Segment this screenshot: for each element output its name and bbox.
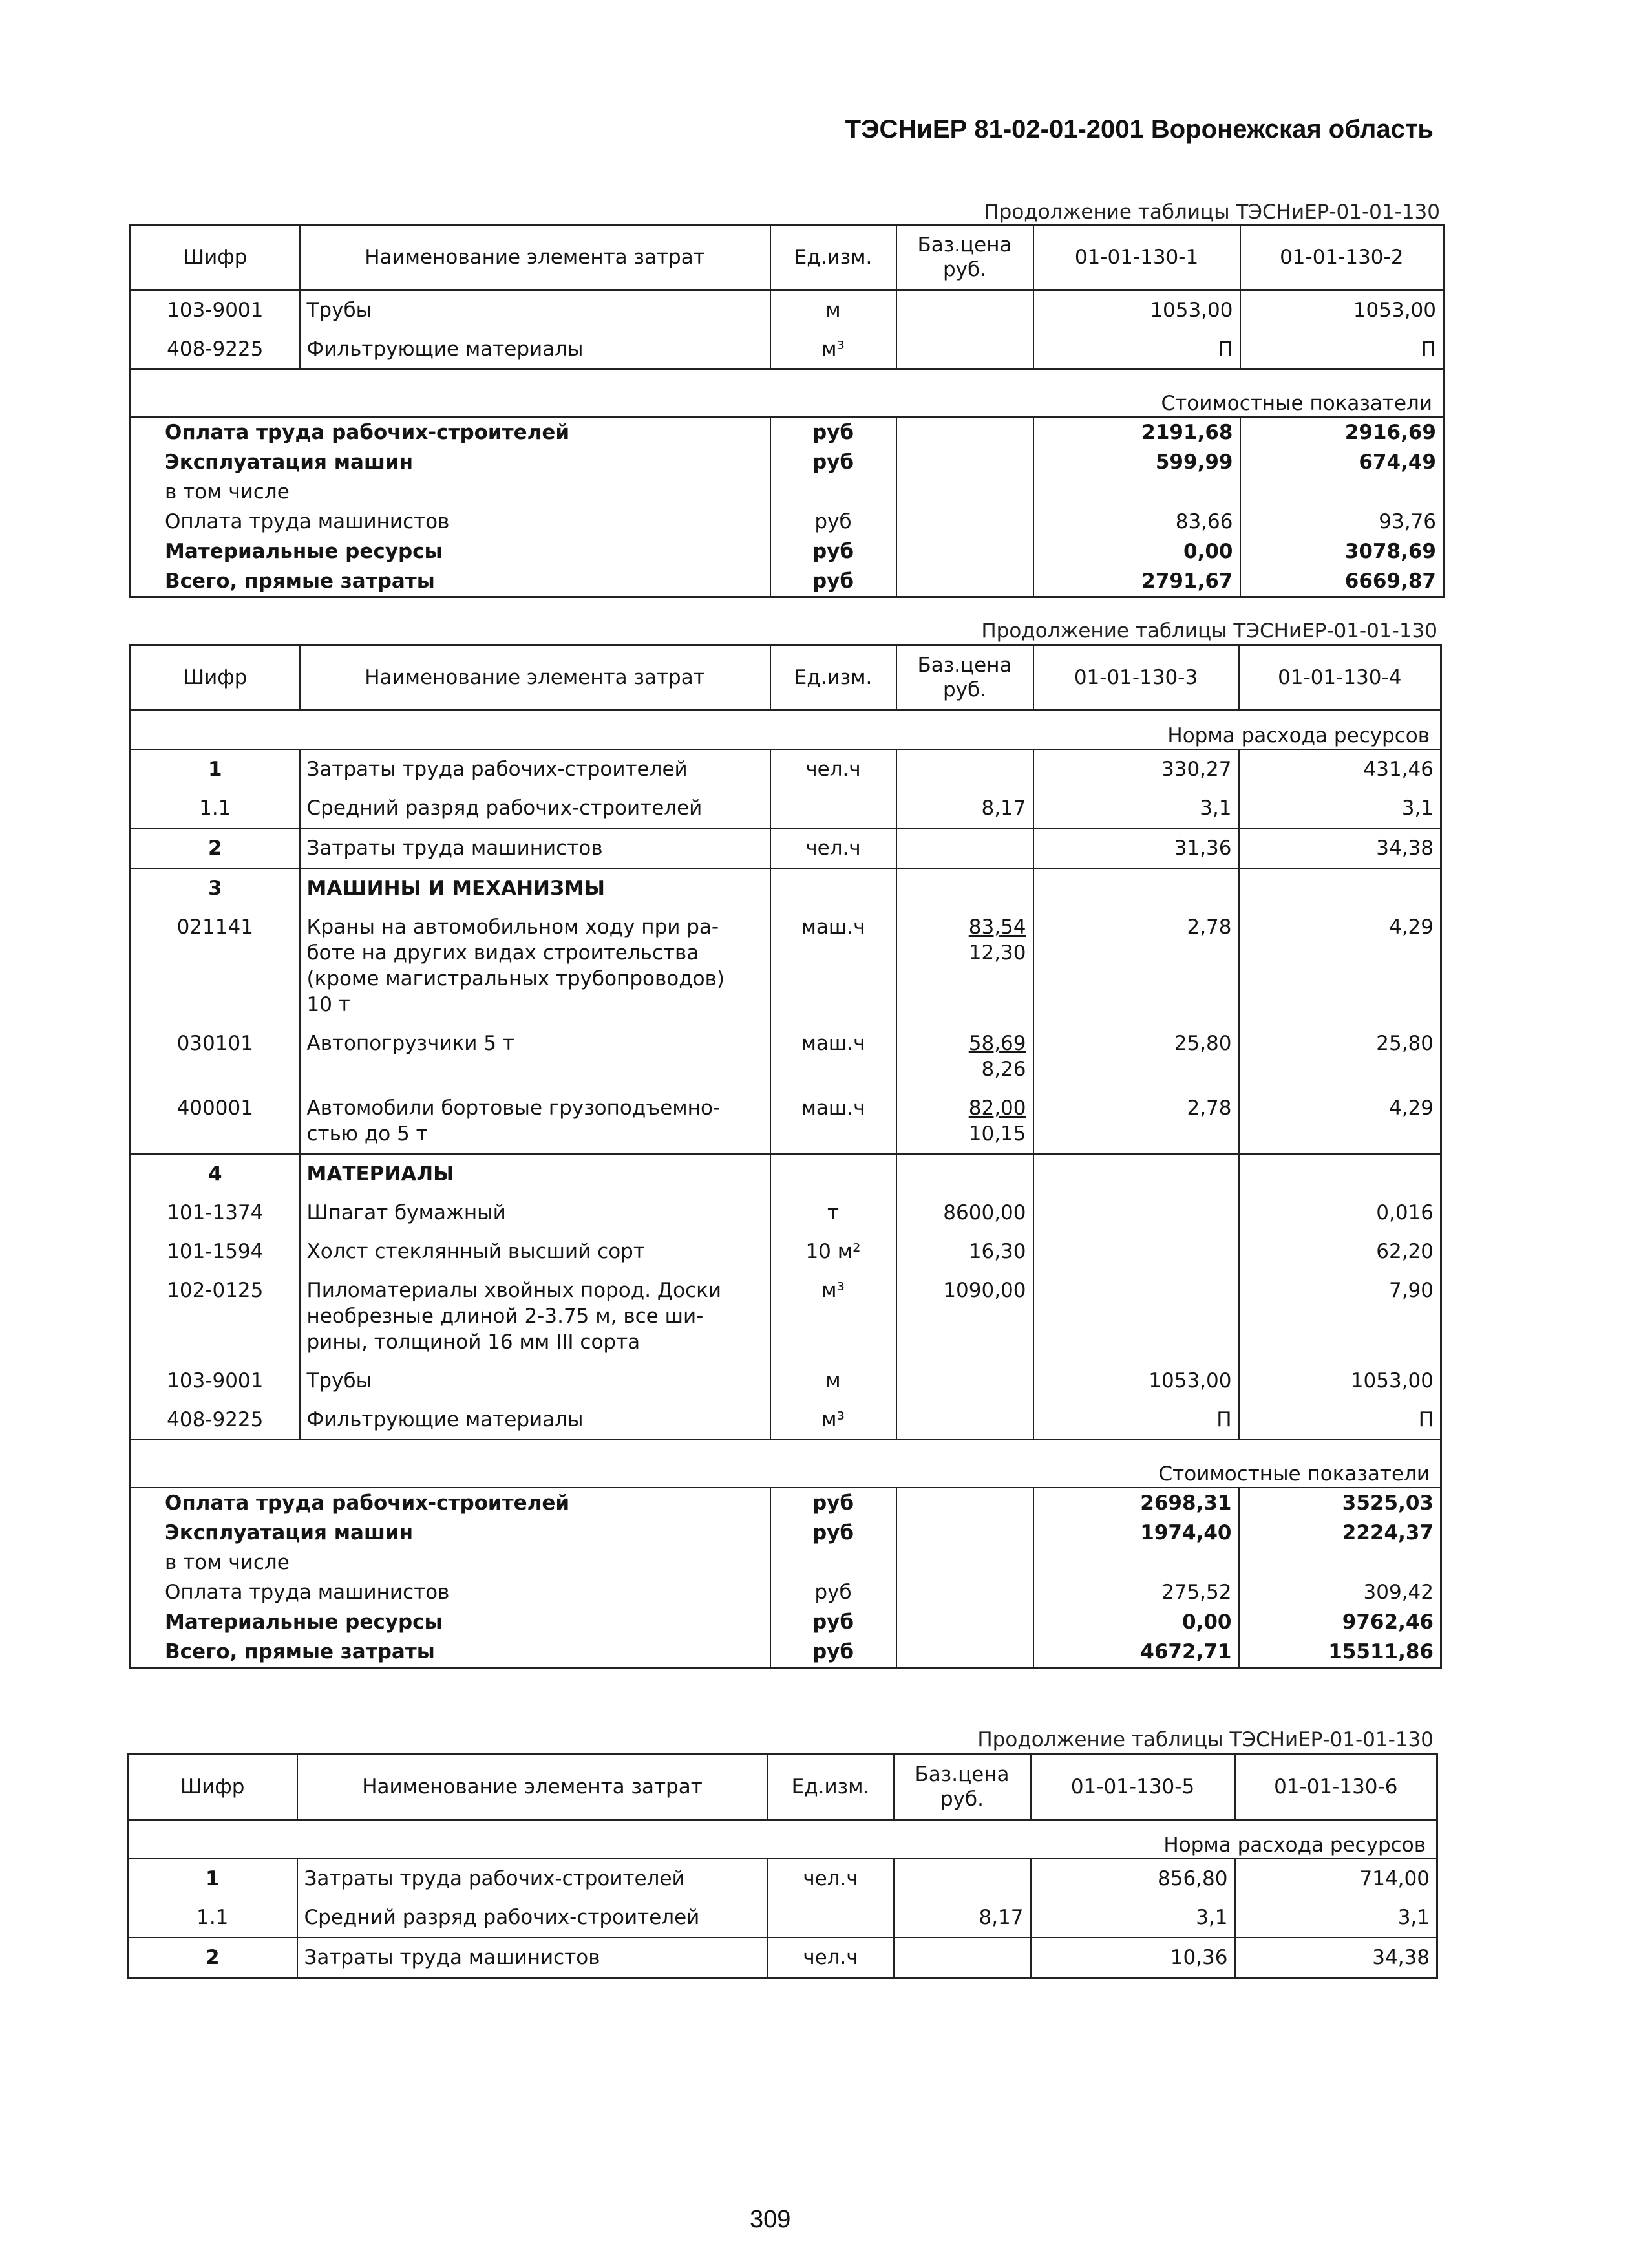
cost-label: Оплата труда машинистов	[131, 507, 770, 537]
cost-price-empty	[896, 507, 1033, 537]
cost-row	[131, 447, 1444, 477]
cost-value-variant-a: 599,99	[1033, 447, 1240, 477]
table-row	[131, 1362, 1441, 1400]
section-label-cost: Стоимостные показатели	[131, 1440, 1441, 1488]
resource-name: Автомобили бортовые грузоподъемно- стью до 5 т	[300, 1089, 770, 1154]
column-header-variant-a: 01-01-130-1	[1033, 225, 1240, 290]
resource-price: 1090,00	[896, 1271, 1033, 1362]
cost-value-variant-b: 2916,69	[1344, 421, 1436, 444]
cost-value-variant-a	[1033, 477, 1240, 507]
value-variant-a: П	[1033, 330, 1240, 369]
cost-label: Материальные ресурсы	[131, 537, 770, 566]
cost-value-variant-b: 9762,46	[1342, 1610, 1434, 1634]
resource-code: 101-1374	[131, 1193, 300, 1232]
cost-row	[131, 1637, 1441, 1668]
value-variant-a: 1053,00	[1033, 290, 1240, 330]
resource-name: Затраты труда рабочих-строителей	[300, 749, 770, 789]
resource-price	[894, 1859, 1031, 1898]
value-variant-a: 2,78	[1033, 908, 1239, 1024]
resource-code: 408-9225	[131, 330, 300, 369]
cost-price-empty	[896, 1607, 1033, 1637]
resource-code: 1	[128, 1859, 297, 1898]
resource-name: Пиломатериалы хвойных пород. Доски необрезные длиной 2-3.75 м, все ши- рины, толщиной 16 мм III сорта	[300, 1271, 770, 1362]
cost-row	[131, 477, 1444, 507]
value-variant-a	[1033, 1232, 1239, 1271]
resource-code: 021141	[131, 908, 300, 1024]
value-variant-a: 2,78	[1033, 1089, 1239, 1154]
cost-value-variant-b	[1240, 477, 1444, 507]
cost-unit: руб	[770, 447, 896, 477]
cost-unit: руб	[770, 1577, 896, 1607]
cost-value-variant-b: 3078,69	[1344, 540, 1436, 563]
value-variant-a	[1033, 868, 1239, 908]
table-row	[131, 1232, 1441, 1271]
column-header-unit: Ед.изм.	[770, 225, 896, 290]
resource-unit	[770, 789, 896, 828]
table-row	[131, 1271, 1441, 1362]
column-header-variant-b: 01-01-130-6	[1235, 1755, 1437, 1820]
table-3-caption: Продолжение таблицы ТЭСНиЕР-01-01-130	[977, 1728, 1434, 1751]
resource-code: 408-9225	[131, 1400, 300, 1440]
resource-price	[894, 1938, 1031, 1978]
value-variant-a: 3,1	[1031, 1898, 1235, 1938]
cost-label: Всего, прямые затраты	[131, 566, 770, 597]
table-2-resource-rows	[131, 749, 1441, 1440]
column-header-price: Баз.цена руб.	[894, 1755, 1031, 1820]
value-variant-b: 714,00	[1359, 1867, 1430, 1890]
value-variant-b: П	[1421, 337, 1436, 361]
cost-price-empty	[896, 1548, 1033, 1577]
resource-name: МАШИНЫ И МЕХАНИЗМЫ	[300, 868, 770, 908]
value-variant-b	[1239, 1154, 1441, 1193]
value-variant-b: 4,29	[1388, 915, 1434, 939]
resource-name: Фильтрующие материалы	[300, 330, 770, 369]
cost-row	[131, 566, 1444, 597]
value-variant-b: 25,80	[1376, 1032, 1434, 1055]
resource-code: 103-9001	[131, 290, 300, 330]
resource-name: Трубы	[300, 1362, 770, 1400]
resource-price: 83,54 12,30	[896, 908, 1033, 1024]
cost-price-empty	[896, 1577, 1033, 1607]
cost-price-empty	[896, 447, 1033, 477]
cost-label: Материальные ресурсы	[131, 1607, 770, 1637]
cost-value-variant-b: 6669,87	[1344, 570, 1436, 593]
value-variant-a: 31,36	[1033, 828, 1239, 868]
resource-price: 8,17	[894, 1898, 1031, 1938]
section-label-norm: Норма расхода ресурсов	[131, 710, 1441, 750]
cost-price-empty	[896, 477, 1033, 507]
cost-row	[131, 537, 1444, 566]
cost-unit: руб	[770, 1518, 896, 1548]
resource-code: 101-1594	[131, 1232, 300, 1271]
resource-price	[896, 828, 1033, 868]
cost-label: в том числе	[131, 477, 770, 507]
table-1-resource-rows	[131, 290, 1444, 370]
table-row	[131, 1193, 1441, 1232]
cost-value-variant-a: 0,00	[1033, 1607, 1239, 1637]
cost-unit	[770, 1548, 896, 1577]
table-row	[131, 868, 1441, 908]
value-variant-a: 3,1	[1033, 789, 1239, 828]
resource-price	[896, 749, 1033, 789]
resource-code: 1	[131, 749, 300, 789]
cost-unit: руб	[770, 1607, 896, 1637]
cost-price-empty	[896, 417, 1033, 447]
resource-unit: м³	[770, 1271, 896, 1362]
resource-table-2	[129, 644, 1442, 1669]
resource-unit: чел.ч	[770, 749, 896, 789]
cost-value-variant-b	[1239, 1548, 1441, 1577]
table-row	[131, 1024, 1441, 1089]
column-header-code: Шифр	[131, 645, 300, 710]
resource-name: Затраты труда машинистов	[297, 1938, 768, 1978]
cost-value-variant-a: 2791,67	[1033, 566, 1240, 597]
cost-value-variant-a: 4672,71	[1033, 1637, 1239, 1668]
cost-value-variant-b: 674,49	[1359, 451, 1436, 474]
cost-unit: руб	[770, 507, 896, 537]
column-header-unit: Ед.изм.	[770, 645, 896, 710]
resource-name: Холст стеклянный высший сорт	[300, 1232, 770, 1271]
value-variant-b: 3,1	[1397, 1906, 1430, 1929]
resource-unit: маш.ч	[770, 1089, 896, 1154]
table-row	[131, 1089, 1441, 1154]
column-header-unit: Ед.изм.	[768, 1755, 894, 1820]
column-header-price: Баз.цена руб.	[896, 645, 1033, 710]
resource-table-3	[127, 1753, 1438, 1979]
value-variant-b: 34,38	[1239, 828, 1441, 868]
table-row	[128, 1938, 1437, 1978]
section-label-cost: Стоимостные показатели	[131, 369, 1444, 417]
resource-code: 1.1	[128, 1898, 297, 1938]
resource-price	[896, 868, 1033, 908]
value-variant-a	[1033, 1271, 1239, 1362]
value-variant-b: 1053,00	[1353, 299, 1436, 322]
cost-value-variant-b: 2224,37	[1342, 1521, 1434, 1544]
table-1-cost-rows	[131, 417, 1444, 597]
cost-value-variant-b: 309,42	[1363, 1581, 1434, 1604]
resource-unit: чел.ч	[768, 1938, 894, 1978]
value-variant-b: 4,29	[1388, 1096, 1434, 1120]
value-variant-a: 1053,00	[1033, 1362, 1239, 1400]
value-variant-b: 1053,00	[1350, 1369, 1434, 1393]
column-header-variant-b: 01-01-130-2	[1240, 225, 1444, 290]
resource-unit: м	[770, 290, 896, 330]
table-row	[131, 1400, 1441, 1440]
column-header-name: Наименование элемента затрат	[297, 1755, 768, 1820]
cost-row	[131, 1488, 1441, 1518]
cost-row	[131, 1518, 1441, 1548]
resource-code: 102-0125	[131, 1271, 300, 1362]
resource-name: Средний разряд рабочих-строителей	[300, 789, 770, 828]
resource-table-1	[129, 224, 1445, 598]
resource-name: Средний разряд рабочих-строителей	[297, 1898, 768, 1938]
resource-code: 1.1	[131, 789, 300, 828]
resource-price	[896, 1362, 1033, 1400]
cost-row	[131, 1577, 1441, 1607]
cost-label: Эксплуатация машин	[131, 447, 770, 477]
resource-unit: 10 м²	[770, 1232, 896, 1271]
resource-name: Шпагат бумажный	[300, 1193, 770, 1232]
table-row	[131, 908, 1441, 1024]
cost-unit: руб	[770, 417, 896, 447]
cost-price-empty	[896, 1488, 1033, 1518]
resource-unit	[768, 1898, 894, 1938]
resource-price: 8600,00	[896, 1193, 1033, 1232]
resource-unit	[770, 1154, 896, 1193]
column-header-variant-a: 01-01-130-3	[1033, 645, 1239, 710]
resource-name: МАТЕРИАЛЫ	[300, 1154, 770, 1193]
value-variant-a	[1033, 1154, 1239, 1193]
cost-value-variant-a: 2698,31	[1033, 1488, 1239, 1518]
column-header-price: Баз.цена руб.	[896, 225, 1033, 290]
cost-price-empty	[896, 1518, 1033, 1548]
cost-label: Оплата труда машинистов	[131, 1577, 770, 1607]
resource-unit: м³	[770, 1400, 896, 1440]
cost-value-variant-a: 1974,40	[1033, 1518, 1239, 1548]
column-header-variant-b: 01-01-130-4	[1239, 645, 1441, 710]
cost-label: Оплата труда рабочих-строителей	[131, 1488, 770, 1518]
cost-price-empty	[896, 566, 1033, 597]
value-variant-b: 7,90	[1388, 1279, 1434, 1302]
resource-name: Краны на автомобильном ходу при ра- боте на других видах строительства (кроме магистральных трубопроводов) 10 т	[300, 908, 770, 1024]
value-variant-a: 330,27	[1033, 749, 1239, 789]
resource-unit: чел.ч	[768, 1859, 894, 1898]
column-header-code: Шифр	[128, 1755, 297, 1820]
cost-value-variant-a	[1033, 1548, 1239, 1577]
resource-unit: м³	[770, 330, 896, 369]
table-1-caption: Продолжение таблицы ТЭСНиЕР-01-01-130	[984, 200, 1440, 224]
table-2-cost-rows	[131, 1488, 1441, 1668]
table-row	[128, 1898, 1437, 1938]
resource-price	[896, 290, 1033, 330]
column-header-code: Шифр	[131, 225, 300, 290]
resource-price: 82,00 10,15	[896, 1089, 1033, 1154]
table-3-resource-rows	[128, 1859, 1437, 1978]
cost-value-variant-a: 275,52	[1033, 1577, 1239, 1607]
table-row	[131, 828, 1441, 868]
resource-unit: т	[770, 1193, 896, 1232]
cost-price-empty	[896, 1637, 1033, 1668]
cost-label: в том числе	[131, 1548, 770, 1577]
value-variant-b: 34,38	[1235, 1938, 1437, 1978]
resource-price: 58,69 8,26	[896, 1024, 1033, 1089]
resource-name: Затраты труда рабочих-строителей	[297, 1859, 768, 1898]
resource-code: 2	[131, 828, 300, 868]
cost-value-variant-b: 3525,03	[1342, 1491, 1434, 1515]
column-header-variant-a: 01-01-130-5	[1031, 1755, 1235, 1820]
section-label-norm: Норма расхода ресурсов	[128, 1820, 1437, 1859]
value-variant-a	[1033, 1193, 1239, 1232]
cost-row	[131, 1607, 1441, 1637]
table-row	[131, 330, 1444, 369]
cost-price-empty	[896, 537, 1033, 566]
resource-price	[896, 1400, 1033, 1440]
resource-name: Автопогрузчики 5 т	[300, 1024, 770, 1089]
value-variant-b: 0,016	[1376, 1201, 1434, 1224]
cost-label: Эксплуатация машин	[131, 1518, 770, 1548]
value-variant-a: 25,80	[1033, 1024, 1239, 1089]
resource-code: 2	[128, 1938, 297, 1978]
table-row	[131, 1154, 1441, 1193]
value-variant-b: 3,1	[1401, 796, 1434, 820]
value-variant-b: П	[1418, 1408, 1434, 1431]
table-row	[131, 749, 1441, 789]
resource-price	[896, 330, 1033, 369]
page-number: 309	[750, 2206, 791, 2233]
cost-value-variant-a: 2191,68	[1033, 417, 1240, 447]
cost-label: Оплата труда рабочих-строителей	[131, 417, 770, 447]
value-variant-b: 62,20	[1376, 1240, 1434, 1263]
cost-value-variant-b: 93,76	[1379, 510, 1436, 533]
cost-unit: руб	[770, 566, 896, 597]
resource-code: 3	[131, 868, 300, 908]
cost-label: Всего, прямые затраты	[131, 1637, 770, 1668]
cost-value-variant-a: 83,66	[1033, 507, 1240, 537]
resource-unit: чел.ч	[770, 828, 896, 868]
value-variant-a: 10,36	[1031, 1938, 1235, 1978]
table-row	[128, 1859, 1437, 1898]
value-variant-b: 431,46	[1363, 758, 1434, 781]
resource-name: Затраты труда машинистов	[300, 828, 770, 868]
resource-code: 4	[131, 1154, 300, 1193]
cost-unit: руб	[770, 537, 896, 566]
resource-unit: м	[770, 1362, 896, 1400]
resource-code: 103-9001	[131, 1362, 300, 1400]
resource-unit: маш.ч	[770, 908, 896, 1024]
resource-code: 030101	[131, 1024, 300, 1089]
resource-code: 400001	[131, 1089, 300, 1154]
cost-row	[131, 417, 1444, 447]
cost-value-variant-a: 0,00	[1033, 537, 1240, 566]
table-row	[131, 789, 1441, 828]
resource-unit	[770, 868, 896, 908]
cost-value-variant-b: 15511,86	[1328, 1640, 1434, 1663]
resource-name: Фильтрующие материалы	[300, 1400, 770, 1440]
resource-price	[896, 1154, 1033, 1193]
cost-unit: руб	[770, 1488, 896, 1518]
cost-unit: руб	[770, 1637, 896, 1668]
value-variant-a: П	[1033, 1400, 1239, 1440]
resource-name: Трубы	[300, 290, 770, 330]
cost-row	[131, 507, 1444, 537]
resource-price: 16,30	[896, 1232, 1033, 1271]
cost-row	[131, 1548, 1441, 1577]
value-variant-a: 856,80	[1031, 1859, 1235, 1898]
table-2-caption: Продолжение таблицы ТЭСНиЕР-01-01-130	[981, 619, 1437, 643]
column-header-name: Наименование элемента затрат	[300, 225, 770, 290]
column-header-name: Наименование элемента затрат	[300, 645, 770, 710]
cost-unit	[770, 477, 896, 507]
value-variant-b	[1239, 868, 1441, 908]
table-row	[131, 290, 1444, 330]
resource-unit: маш.ч	[770, 1024, 896, 1089]
document-header: ТЭСНиЕР 81-02-01-2001 Воронежская область	[845, 115, 1434, 144]
resource-price: 8,17	[896, 789, 1033, 828]
